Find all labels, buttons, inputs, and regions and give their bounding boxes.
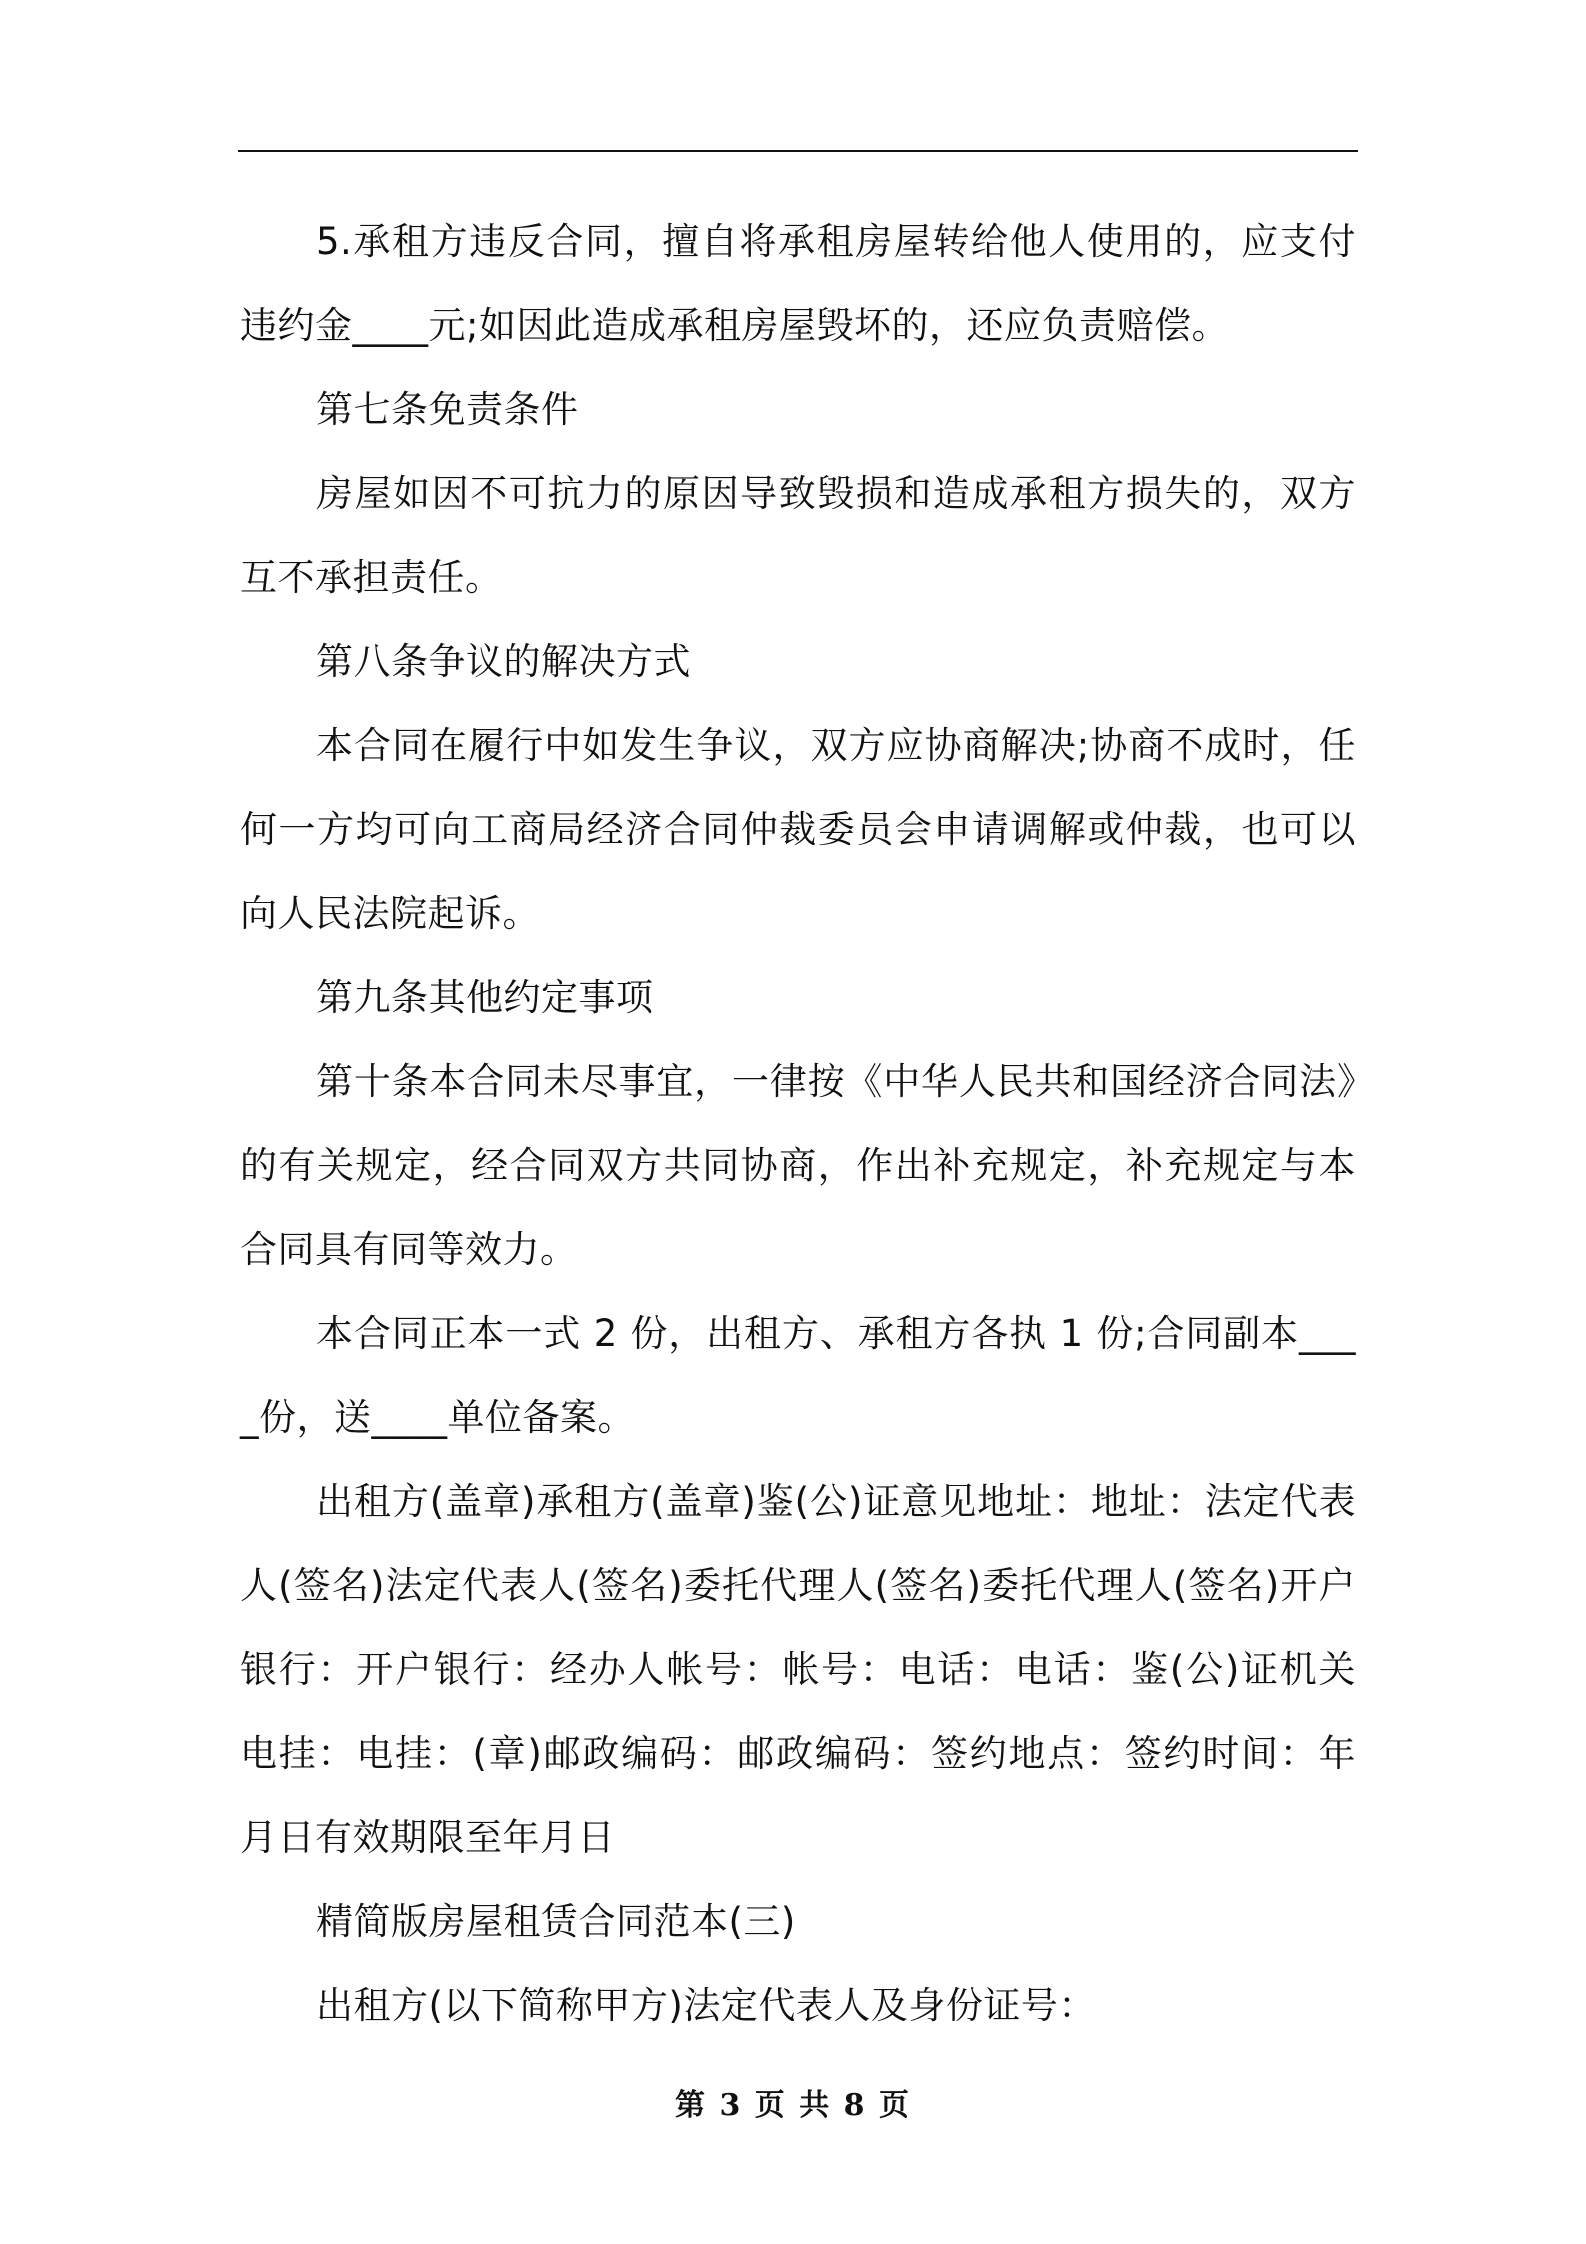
paragraph: 房屋如因不可抗力的原因导致毁损和造成承租方损失的，双方互不承担责任。	[240, 472, 1356, 599]
document-body	[240, 200, 1356, 2048]
paragraph: 第十条本合同未尽事宜，一律按《中华人民共和国经济合同法》的有关规定，经合同双方共同协商，作出补充规定，补充规定与本合同具有同等效力。	[240, 1060, 1356, 1271]
paragraph: 出租方(以下简称甲方)法定代表人及身份证号：	[316, 1984, 1096, 2027]
section-heading: 第八条争议的解决方式	[316, 640, 691, 683]
paragraph: 本合同正本一式 2 份，出租方、承租方各执 1 份;合同副本____份，送____单位备案。	[240, 1312, 1356, 1439]
paragraph: 5.承租方违反合同，擅自将承租房屋转给他人使用的，应支付违约金____元;如因此造成承租房屋毁坏的，还应负责赔偿。	[240, 220, 1356, 347]
page-number: 第 3 页 共 8 页	[675, 2088, 911, 2123]
signature-block: 出租方(盖章)承租方(盖章)鉴(公)证意见地址：地址：法定代表人(签名)法定代表人(签名)委托代理人(签名)委托代理人(签名)开户银行：开户银行：经办人帐号：帐号：电话：电话：鉴(公)证机关电挂：电挂：(章)邮政编码：邮政编码：签约地点：签约时间：年月日有效期限至年月日	[240, 1480, 1356, 1859]
header-divider	[238, 150, 1358, 152]
paragraph: 本合同在履行中如发生争议，双方应协商解决;协商不成时，任何一方均可向工商局经济合同仲裁委员会申请调解或仲裁，也可以向人民法院起诉。	[240, 724, 1356, 935]
section-heading: 第七条免责条件	[316, 388, 579, 431]
section-heading: 第九条其他约定事项	[316, 976, 654, 1019]
section-heading: 精简版房屋租赁合同范本(三)	[316, 1900, 796, 1943]
